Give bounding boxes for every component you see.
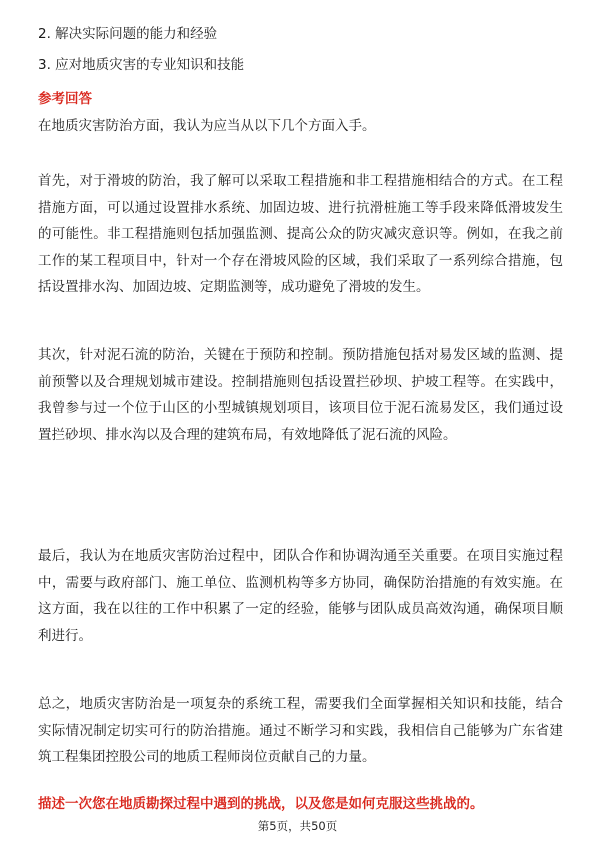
page-indicator: 第5页，共50页 bbox=[257, 819, 338, 833]
answer-intro: 在地质灾害防治方面，我认为应当从以下几个方面入手。 bbox=[38, 118, 376, 134]
answer-paragraph-4: 总之，地质灾害防治是一项复杂的系统工程，需要我们全面掌握相关知识和技能，结合实际情况制定切实可行的防治措施。通过不断学习和实践，我相信自己能够为广东省建筑工程集团控股公司的地质工程师岗位贡献自己的力量。 bbox=[38, 696, 563, 765]
reference-answer-heading: 参考回答 bbox=[38, 91, 92, 107]
list-item-3: 3. 应对地质灾害的专业知识和技能 bbox=[38, 57, 245, 73]
answer-paragraph-3: 最后，我认为在地质灾害防治过程中，团队合作和协调沟通至关重要。在项目实施过程中，需要与政府部门、施工单位、监测机构等多方协同，确保防治措施的有效实施。在这方面，我在以往的工作中积累了一定的经验，能够与团队成员高效沟通，确保项目顺利进行。 bbox=[38, 548, 563, 644]
next-question: 描述一次您在地质勘探过程中遇到的挑战，以及您是如何克服这些挑战的。 bbox=[38, 796, 484, 812]
answer-paragraph-1: 首先，对于滑坡的防治，我了解可以采取工程措施和非工程措施相结合的方式。在工程措施方面，可以通过设置排水系统、加固边坡、进行抗滑桩施工等手段来降低滑坡发生的可能性。非工程措施则包括加强监测、提高公众的防灾减灾意识等。例如，在我之前工作的某工程项目中，针对一个存在滑坡风险的区域，我们采取了一系列综合措施，包括设置排水沟、加固边坡、定期监测等，成功避免了滑坡的发生。 bbox=[38, 173, 563, 295]
list-item-2: 2. 解决实际问题的能力和经验 bbox=[38, 26, 218, 42]
answer-paragraph-2: 其次，针对泥石流的防治，关键在于预防和控制。预防措施包括对易发区域的监测、提前预警以及合理规划城市建设。控制措施则包括设置拦砂坝、护坡工程等。在实践中，我曾参与过一个位于山区的小型城镇规划项目，该项目位于泥石流易发区，我们通过设置拦砂坝、排水沟以及合理的建筑布局，有效地降低了泥石流的风险。 bbox=[38, 347, 563, 443]
